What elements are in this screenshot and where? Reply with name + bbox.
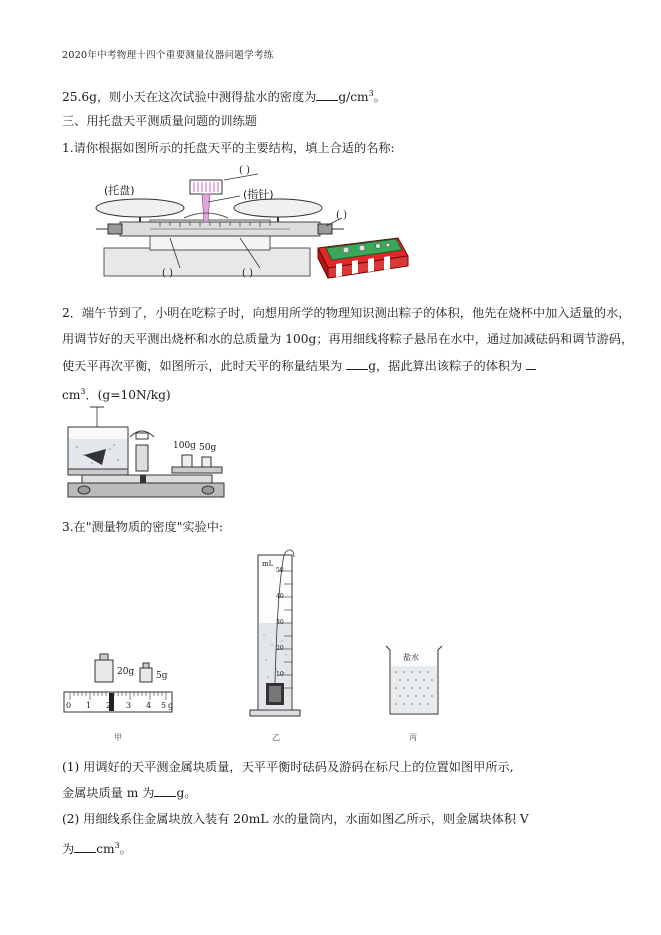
q1-text: 1.请你根据如图所示的托盘天平的主要结构，填上合适的名称: [62,141,395,155]
answer-blank[interactable] [74,842,96,853]
zongzi-balance-diagram [62,405,232,505]
label-blank-right[interactable]: ( ) [336,210,347,221]
prev-text-c: 。 [373,90,386,104]
q3-title: 3.在"测量物质的密度"实验中: [62,520,224,534]
yi-unit: mL [262,560,274,568]
tick-2: 2 [106,701,112,710]
figure-jia [60,650,180,722]
weight-5g [140,668,152,682]
label-pointer: (指针) [243,188,274,201]
tick-1: 1 [86,701,92,710]
yi-tick-40: 40 [276,593,284,600]
section-title: 三、用托盘天平测质量问题的训练题 [62,114,257,128]
left-tray [96,199,184,217]
yi-tick-10: 10 [276,671,284,678]
caption-bing: 丙 [409,733,417,742]
q2-line4a: cm [62,388,81,402]
tick-3: 3 [126,701,132,710]
q3-sub1-line2 [62,785,196,801]
q2-weight-50-label: 50g [199,443,217,453]
label-tray: (托盘) [104,184,135,197]
prev-text-b: g/cm [338,90,369,104]
q2-line4 [62,384,171,403]
ruler-unit: g [168,701,174,710]
answer-blank[interactable] [316,90,338,101]
label-blank-bottom-right[interactable]: ( ) [242,268,253,279]
label-blank-bottom-left[interactable]: ( ) [162,268,173,279]
q3-sub1-b: 金属块质量 m 为 [62,786,155,800]
page-header: 2020年中考物理十四个重要测量仪器问题学考练 [62,50,274,61]
label-blank-top[interactable]: ( ) [239,165,250,176]
prev-sup: 3 [368,89,374,98]
weight-20g [95,660,113,682]
q2-line4sup: 3 [80,387,86,396]
q3-sub2-sup: 3 [114,841,120,850]
q2-line3a: 使天平再次平衡，如图所示，此时天平的称量结果为 [62,359,343,373]
q3-sub2-b: 为 [62,842,75,856]
jia-5g-label: 5g [156,671,168,681]
q3-sub2-line2 [62,838,132,857]
caption-yi: 乙 [272,733,280,742]
tick-0: 0 [66,701,72,710]
q3-sub2-d: 。 [119,842,132,856]
answer-blank[interactable] [526,359,536,370]
yi-tick-30: 30 [276,619,284,626]
q3-sub1-c: g。 [176,786,197,800]
yi-tick-50: 50 [276,567,284,574]
q3-sub2-c: cm [96,842,115,856]
q2-line1: 2．端午节到了，小明在吃粽子时，向想用所学的物理知识测出粽子的体积，他先在烧杯中加入适量的水， [62,306,631,320]
q2-line3b: g，据此算出该粽子的体积为 [368,359,523,373]
q2-line3 [62,358,536,374]
yi-tick-20: 20 [276,645,284,652]
weight-100g [182,455,192,467]
tick-5: 5 [161,701,167,710]
q3-sub1-line1: (1) 用调好的天平测金属块质量，天平平衡时砝码及游码在标尺上的位置如图甲所示, [62,760,514,774]
weight-50g [202,457,211,467]
balance-diagram [90,160,420,290]
balance-base [104,248,310,276]
q2-weight-100-label: 100g [173,441,196,451]
q3-sub2-line1: (2) 用细线系住金属块放入装有 20mL 水的量筒内，水面如图乙所示，则金属块体积 V [62,812,529,826]
prev-text-a: 25.6g，则小天在这次试验中测得盐水的密度为 [62,90,317,104]
caption-jia: 甲 [114,733,122,742]
q2-line4b: ．(g=10N/kg) [85,388,171,402]
prev-question-line [62,86,386,105]
q2-line2: 用调节好的天平测出烧杯和水的总质量为 100g；再用细线将粽子悬吊在水中，通过加减砝码和调节游码， [62,332,634,346]
tick-4: 4 [146,701,152,710]
answer-blank[interactable] [346,359,368,370]
pointer [202,194,210,222]
jia-20g-label: 20g [117,667,135,677]
answer-blank[interactable] [154,786,176,797]
bing-label: 盐水 [403,653,419,662]
